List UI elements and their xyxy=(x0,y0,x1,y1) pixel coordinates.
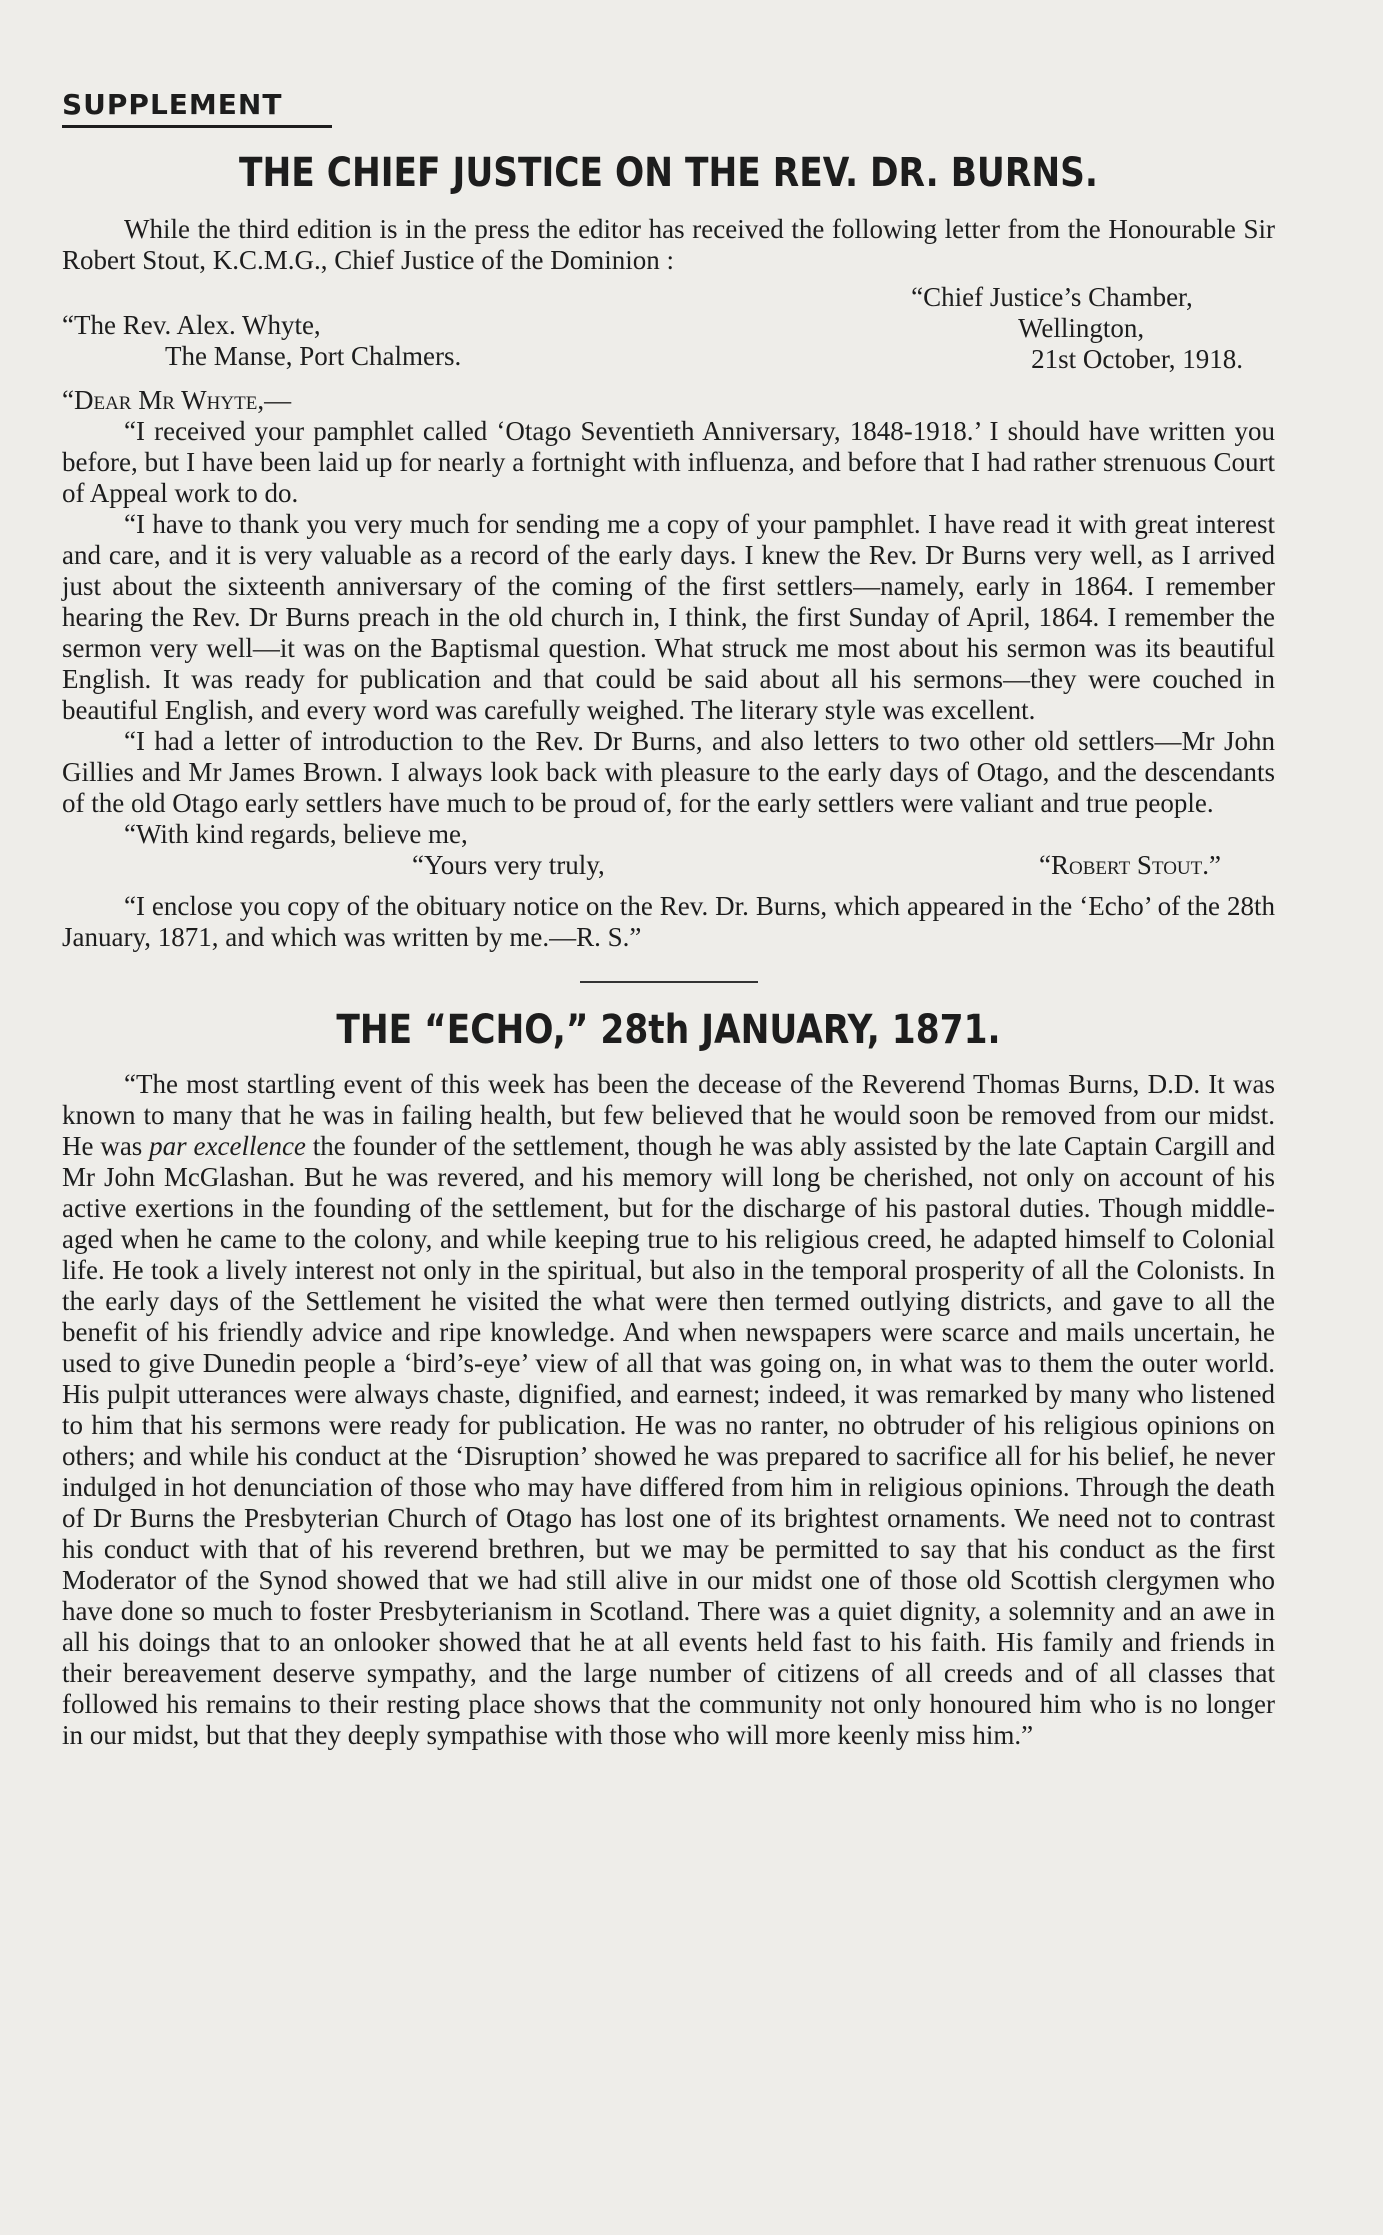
sender-office: “Chief Justice’s Chamber, xyxy=(911,282,1193,312)
intro-paragraph: While the third edition is in the press the editor has received the following letter from the Honourable Sir Robert Stout, K.C.M.G., Chief Justice of the Dominion : xyxy=(62,214,1275,275)
sender-address xyxy=(911,282,1275,375)
letter-paragraph-3: “I had a letter of introduction to the Rev. Dr Burns, and also letters to two other old settlers—Mr John Gillies and Mr James Brown. I always look back with pleasure to the early days of Otago, and the descendants of the old Otago early settlers have much to be proud of, for the early settlers were valiant and true people. xyxy=(62,726,1275,818)
letter-regards: “With kind regards, believe me, xyxy=(124,819,468,849)
letter-paragraph-2: “I have to thank you very much for sending me a copy of your pamphlet. I have read it with great interest and care, and it is very valuable as a record of the early days. I knew the Rev. Dr Burns very well, as I arrived just about the sixteenth anniversary of the coming of the first settlers—namely, early in 1864. I remember hearing the Rev. Dr Burns preach in the old church in, I think, the first Sunday of April, 1864. I remember the sermon very well—it was on the Baptismal question. What struck me most about his sermon was its beautiful English. It was ready for publication and that could be said about all his sermons—they were couched in beautiful English, and every word was carefully weighed. The literary style was excellent. xyxy=(62,509,1275,725)
echo-text-part-2: the founder of the settlement, though he was ably assisted by the late Captain Cargill and Mr John McGlashan. But he was revered, and his memory will long be cherished, not only on account of his active exertions in the founding of the settlement, but for the discharge of his pastoral duties. Though middle-aged when he came to the colony, and while keeping true to his religious creed, he adapted himself to Colonial life. He took a lively interest not only in the spiritual, but also in the temporal prosperity of all the Colonists. In the early days of the Settlement he visited the what were then termed outlying districts, and gave to all the benefit of his friendly advice and ripe knowledge. And when newspapers were scarce and mails uncertain, he used to give Dunedin people a ‘bird’s-eye’ view of all that was going on, in what was to them the outer world. His pulpit utterances were always chaste, dignified, and earnest; indeed, it was remarked by many who listened to him that his sermons were ready for publication. He was no ranter, no obtruder of his religious opinions on others; and while his conduct at the ‘Disruption’ showed he was prepared to sacrifice all for his belief, he never indulged in hot denunciation of those who may have differed from him in religious opinions. Through the death of Dr Burns the Presbyterian Church of Otago has lost one of its brightest ornaments. We need not to contrast his conduct with that of his reverend brethren, but we may be permitted to say that his conduct as the first Moderator of the Synod showed that we had still alive in our midst one of those old Scottish clergymen who have done so much to foster Presbyterianism in Scotland. There was a quiet dignity, a solemnity and an awe in all his doings that to an onlooker showed that he at all events held fast to his faith. His family and friends in their bereavement deserve sympathy, and the large number of citizens of all creeds and of all classes that followed his remains to their resting place shows that the community not only honoured him who is no longer in our midst, but that they deeply sympathise with those who will more keenly miss him.” xyxy=(62,1131,1275,1750)
supplement-underline xyxy=(62,125,332,128)
section-divider xyxy=(580,981,758,983)
recipient-location: The Manse, Port Chalmers. xyxy=(165,341,462,371)
letter-salutation: “Dear Mr Whyte,— xyxy=(62,385,292,415)
echo-title: THE “ECHO,” 28th JANUARY, 1871. xyxy=(336,1007,1001,1053)
letter-date: 21st October, 1918. xyxy=(1031,344,1243,374)
letter-signoff xyxy=(62,850,1275,881)
letter-postscript: “I enclose you copy of the obituary notice on the Rev. Dr. Burns, which appeared in the ‘Echo’ of the 28th January, 1871, and which was written by me.—R. S.” xyxy=(62,891,1275,952)
echo-text-part-1: “The most startling event of this week has been the decease of the Reverend Thomas Burns, D.D. It was known to many that he was in failing health, but few believed that he would soon be removed from our midst. He was xyxy=(62,1069,1275,1161)
supplement-label: SUPPLEMENT xyxy=(62,88,283,121)
recipient-address xyxy=(62,282,461,375)
letter-signature: “Robert Stout.” xyxy=(1039,850,1221,880)
letter-closing: “Yours very truly, xyxy=(412,850,605,880)
echo-obituary-paragraph xyxy=(62,1069,1275,1751)
letter-paragraph-1: “I received your pamphlet called ‘Otago Seventieth Anniversary, 1848-1918.’ I should have written you before, but I have been laid up for nearly a fortnight with influenza, and before that I had rather strenuous Court of Appeal work to do. xyxy=(62,416,1275,508)
letter-address-block xyxy=(62,282,1275,375)
echo-italic-phrase: par excellence xyxy=(149,1131,306,1161)
recipient-name: “The Rev. Alex. Whyte, xyxy=(62,310,321,340)
sender-city: Wellington, xyxy=(1018,313,1145,343)
article-title: THE CHIEF JUSTICE ON THE REV. DR. BURNS. xyxy=(238,150,1098,196)
